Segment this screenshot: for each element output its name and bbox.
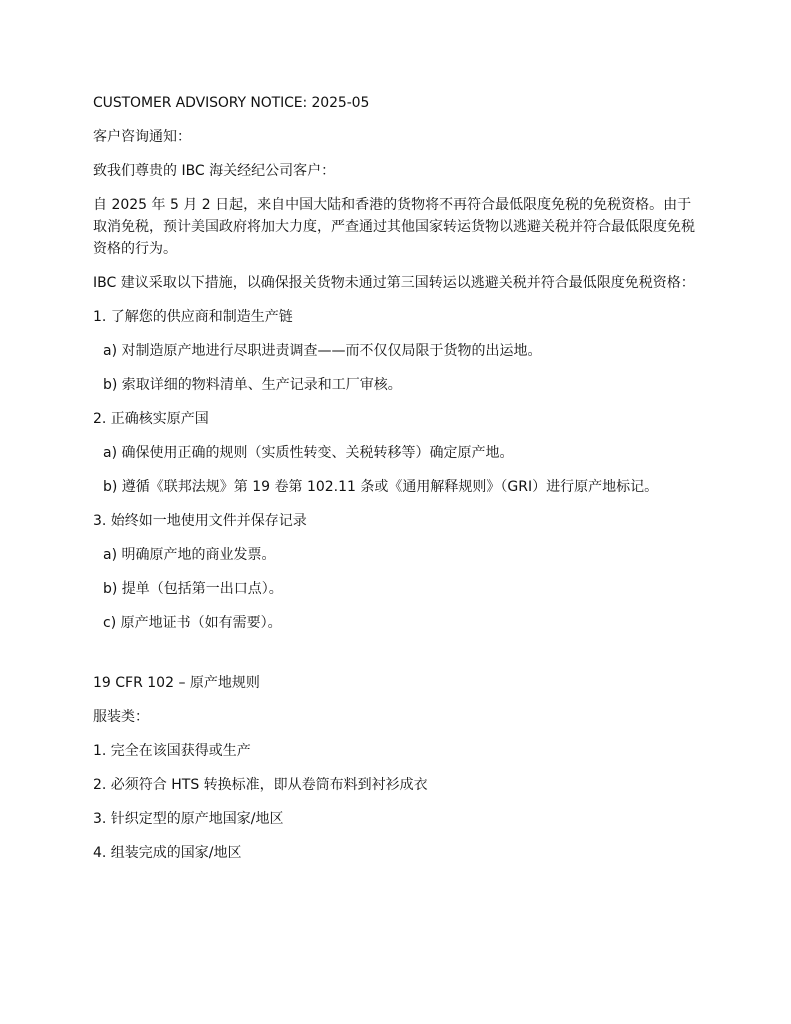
paragraph-recommendations: IBC 建议采取以下措施，以确保报关货物未通过第三国转运以逃避关税并符合最低限度免税资格： xyxy=(93,275,695,291)
paragraph-effective-date: 自 2025 年 5 月 2 日起，来自中国大陆和香港的货物将不再符合最低限度免税的免税资格。由于取消免税，预计美国政府将加大力度，严查通过其他国家转运货物以逃避关税并符合最低限度免税资格的行为。 xyxy=(93,197,695,257)
list-item-3c: c) 原产地证书（如有需要）。 xyxy=(103,615,282,631)
rules-category: 服装类： xyxy=(93,709,149,725)
list-item-2: 2. 正确核实原产国 xyxy=(93,411,209,427)
list-item-3: 3. 始终如一地使用文件并保存记录 xyxy=(93,513,307,529)
list-item-1: 1. 了解您的供应商和制造生产链 xyxy=(93,309,293,325)
greeting: 致我们尊贵的 IBC 海关经纪公司客户： xyxy=(93,163,336,179)
document-body xyxy=(93,92,705,876)
rule-item-4: 4. 组装完成的国家/地区 xyxy=(93,845,242,861)
list-item-3b: b) 提单（包括第一出口点）。 xyxy=(103,581,283,597)
list-item-2b: b) 遵循《联邦法规》第 19 卷第 102.11 条或《通用解释规则》（GRI）进行原产地标记。 xyxy=(103,479,659,495)
rule-item-1: 1. 完全在该国获得或生产 xyxy=(93,743,251,759)
rules-heading: 19 CFR 102 – 原产地规则 xyxy=(93,675,260,691)
list-item-3a: a) 明确原产地的商业发票。 xyxy=(103,547,276,563)
notice-title: CUSTOMER ADVISORY NOTICE: 2025-05 xyxy=(93,95,370,111)
list-item-1b: b) 索取详细的物料清单、生产记录和工厂审核。 xyxy=(103,377,402,393)
notice-subtitle: 客户咨询通知： xyxy=(93,129,191,145)
list-item-2a: a) 确保使用正确的规则（实质性转变、关税转移等）确定原产地。 xyxy=(103,445,514,461)
rule-item-3: 3. 针织定型的原产地国家/地区 xyxy=(93,811,284,827)
section-spacer xyxy=(93,646,705,672)
rule-item-2: 2. 必须符合 HTS 转换标准，即从卷筒布料到衬衫成衣 xyxy=(93,777,428,793)
list-item-1a: a) 对制造原产地进行尽职进责调查——而不仅仅局限于货物的出运地。 xyxy=(103,343,542,359)
